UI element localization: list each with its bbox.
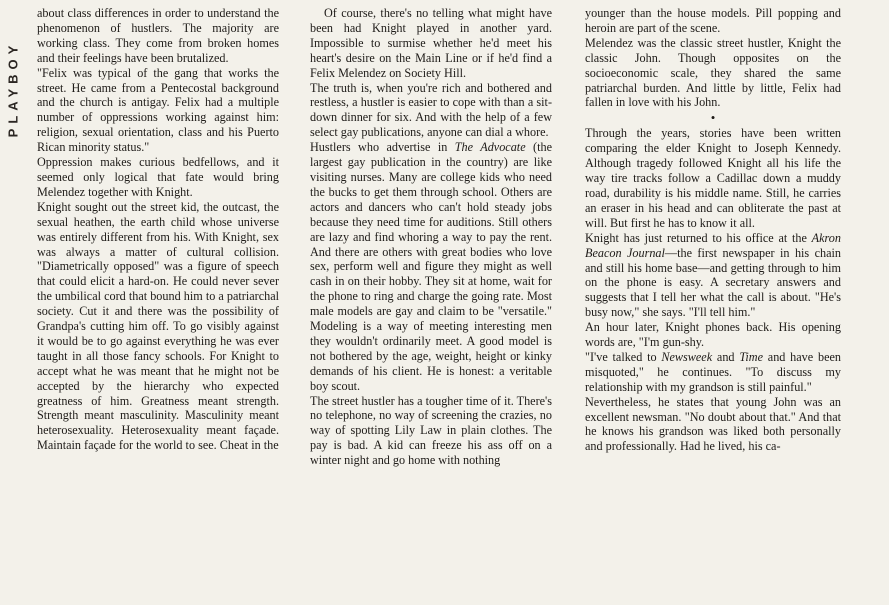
publication-title: The Advocate	[454, 140, 526, 155]
column-3	[585, 6, 841, 454]
running-title	[2, 14, 24, 164]
publication-title: Akron Beacon Journal	[585, 230, 841, 260]
paragraph: younger than the house models. Pill popping and heroin are part of the scene.	[585, 6, 841, 35]
paragraph: Melendez was the classic street hustler, Knight the classic John. Though opposites on the socioeconomic scale, they shared the same patriarchal burden. And little by little, Felix had fallen in love with his John.	[585, 35, 841, 110]
paragraph: Nevertheless, he states that young John was an excellent newsman. "No doubt about that." And that he knows his grandson was liked both personally and professionally. Had he lived, his ca-	[585, 394, 841, 454]
paragraph: Knight sought out the street kid, the outcast, the sexual heathen, the earth child whose universe was entirely different from his. With Knight, sex was always a matter of cultural collision. "Diametrically opposed" was a figure of speech that could elicit a hard-on. He could never sever the umbilical cord that bound him to a patriarchal society. Cut it and there was the possibility of Grandpa's cutting him off. To go visibly against it would be to go against everything he was ever taught in all those fancy schools. For Knight to accept what he was meant that he might not be accepted by the hierarchy who expected greatness of him. Greatness meant strength. Strength meant masculinity. Masculinity meant heterosexuality. Heterosexuality meant façade. Maintain façade for the world to see. Cheat in the	[37, 199, 279, 453]
paragraph: Knight has just returned to his office at the Akron Beacon Journal—the first newspaper in his chain and still his home base—and getting through to him on the phone is easy. A secretary answers and suggests that I tell her what the call is about. "He's busy now," she says. "I'll tell him."	[585, 230, 841, 320]
magazine-name: PLAYBOY	[5, 40, 21, 138]
paragraph: The street hustler has a tougher time of it. There's no telephone, no way of screening the crazies, no way of spotting Lily Law in plain clothes. The pay is bad. A kid can freeze his ass off on a winter night and go home with nothing	[310, 393, 552, 468]
paragraph: Through the years, stories have been written comparing the elder Knight to Joseph Kennedy. Although tragedy followed Knight all his life the way tire tracks follow a Cadillac down a muddy road, durability is his middle name. Still, he carries an eraser in his head and can obliterate the past at will. But first he has to know it all.	[585, 126, 841, 230]
column-2	[310, 6, 552, 468]
column-1	[37, 6, 279, 453]
paragraph: The truth is, when you're rich and bothered and restless, a hustler is easier to cope with than a sit-down dinner for six. And with the help of a few select gay publications, anyone can dial a whore.	[310, 80, 552, 140]
paragraph: "I've talked to Newsweek and Time and have been misquoted," he continues. "To discuss my relationship with my grandson is still painful."	[585, 349, 841, 394]
paragraph: Of course, there's no telling what might have been had Knight played in another yard. Impossible to surmise whether he'd meet his heart's desire on the Main Line or if he'd find a Felix Melendez on Society Hill.	[310, 6, 552, 80]
paragraph: An hour later, Knight phones back. His opening words are, "I'm gun-shy.	[585, 320, 841, 350]
paragraph: "Felix was typical of the gang that works the street. He came from a Pentecostal background and the church is antigay. Felix had a multiple number of oppressions working against him: religion, sexual orientation, class and his Puerto Rican minority status."	[37, 65, 279, 155]
paragraph: Hustlers who advertise in The Advocate (the largest gay publication in the country) are like visiting nurses. Many are college kids who need the bucks to get them through school. Others are actors and dancers who can't hold steady jobs because they need time for auditions. Still others are lazy and find whoring a way to pay the rent. And there are others with great bodies who love sex, perform well and figure they might as well cash in on their hobby. They sit at home, wait for the phone to ring and charge the going rate. Most male models are gay and claim to be "versatile." Modeling is a way of meeting interesting men they wouldn't ordinarily meet. A good model is not bothered by the age, weight, height or kinky demands of his client. He is honest: a veritable boy scout.	[310, 140, 552, 393]
publication-title: Newsweek	[661, 349, 713, 364]
section-break-bullet: •	[710, 110, 716, 126]
paragraph: about class differences in order to understand the phenomenon of hustlers. The majority are working class. They come from broken homes and their feelings have been brutalized.	[37, 6, 279, 65]
publication-title: Time	[739, 349, 764, 364]
paragraph: Oppression makes curious bedfellows, and it seemed only logical that fate would bring Melendez together with Knight.	[37, 155, 279, 199]
